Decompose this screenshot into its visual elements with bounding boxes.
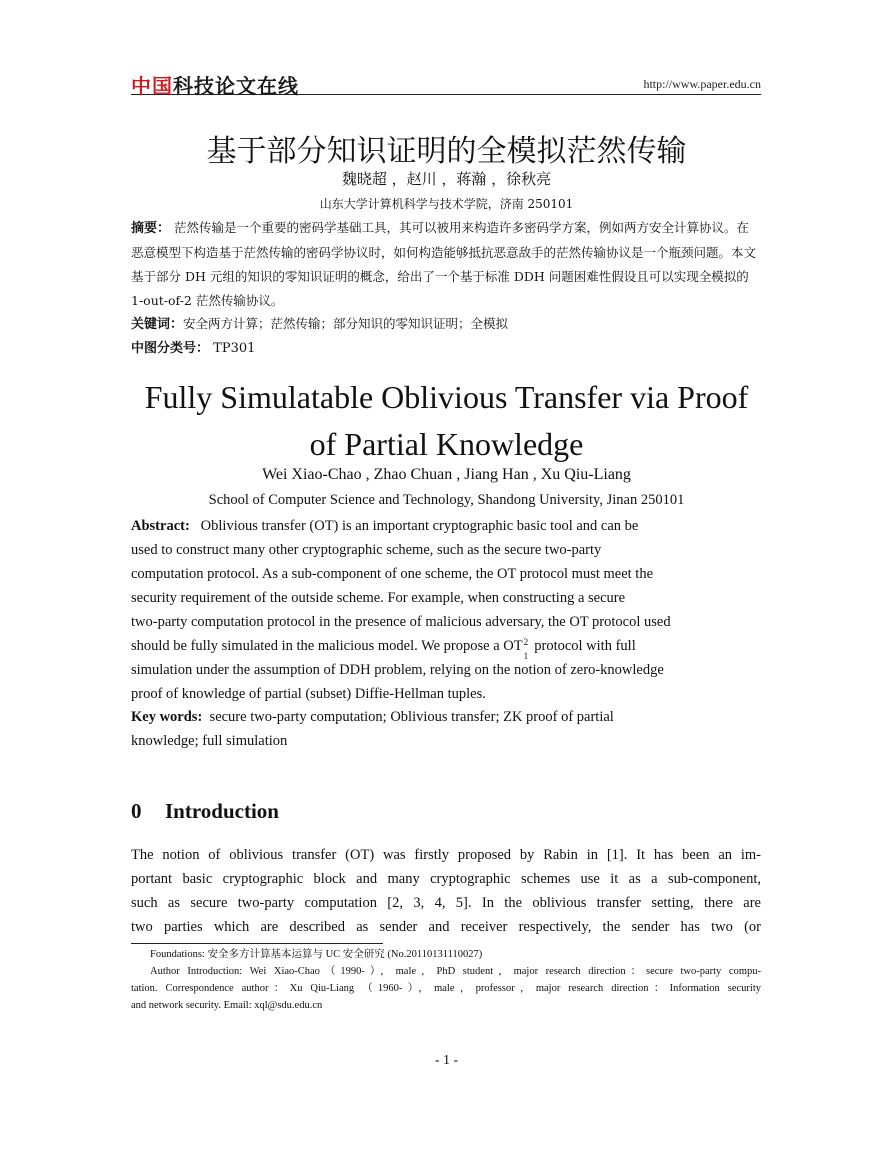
abstract-line: simulation under the assumption of DDH problem, relying on the notion of zero-knowledge (131, 662, 664, 678)
introduction-text (131, 843, 761, 939)
page-number: - 1 - (434, 1053, 459, 1068)
footnote-author-intro: Author Introduction: Wei Xiao-Chao（1990-），male，PhD student，major research direction：secure two-party compu- (150, 966, 761, 977)
abstract-line: proof of knowledge of partial (subset) Diffie-Hellman tuples. (131, 686, 486, 702)
footnotes (131, 946, 761, 1014)
footnote-author-intro-cont: tation. Correspondence author：Xu Qiu-Liang （1960-），male，professor，major research direction：Information security (131, 983, 761, 994)
chinese-classification (131, 338, 761, 360)
classification-label: 中图分类号： (131, 341, 210, 356)
section-title: Introduction (165, 799, 279, 823)
english-abstract (131, 514, 761, 706)
abstract-line: security requirement of the outside scheme. For example, when constructing a secure (131, 590, 626, 606)
logo-black-text: 科技论文在线 (173, 74, 299, 98)
page-header (131, 68, 761, 98)
intro-line: The notion of oblivious transfer (OT) was firstly proposed by Rabin in [1]. It has been an im- (131, 847, 761, 863)
chinese-title: 基于部分知识证明的全模拟茫然传输 (206, 134, 687, 169)
abstract-line: computation protocol. As a sub-component of one scheme, the OT protocol must meet the (131, 566, 654, 582)
chinese-keywords-text: 安全两方计算；茫然传输；部分知识的零知识证明；全模拟 (183, 316, 509, 331)
ot-superscript-subscript: 2 1 (523, 637, 529, 661)
footnote-divider (131, 943, 383, 944)
classification-code: TP301 (213, 341, 256, 356)
chinese-abstract-text: 茫然传输是一个重要的密码学基础工具，其可以被用来构造许多密码学方案，例如两方安全计算协议。在恶意模型下构造基于茫然传输的密码学协议时，如何构造能够抵抗恶意敌手的茫然传输协议是一个瓶颈问题。本文基于部分 DH 元组的知识的零知识证明的概念，给出了一个基于标准 DDH 问题困难性假设且可以实现全模拟的 1-out-of-2 茫然传输协议。 (131, 220, 757, 308)
abstract-line: used to construct many other cryptographic scheme, such as the secure two-party (131, 542, 602, 558)
english-affiliation: School of Computer Science and Technology, Shandong University, Jinan 250101 (208, 492, 685, 508)
intro-line: two parties which are described as sender and receiver respectively, the sender has two (or (131, 919, 761, 935)
chinese-authors: 魏晓超 ，赵川 ，蒋瀚 ，徐秋亮 (341, 170, 552, 188)
english-title (0, 374, 893, 468)
abstract-line: should be fully simulated in the malicious model. We propose a OT 2 1 protocol with full (131, 637, 636, 661)
chinese-keywords (131, 313, 761, 336)
english-keywords-label: Key words: (131, 709, 203, 725)
chinese-abstract-label: 摘要： (131, 221, 171, 236)
intro-line: such as secure two-party computation [2, 3, 4, 5]. In the oblivious transfer setting, there are (131, 895, 761, 911)
chinese-affiliation: 山东大学计算机科学与技术学院，济南 250101 (319, 197, 574, 211)
footnote-email: and network security. Email: xql@sdu.edu.cn (131, 1000, 323, 1011)
english-title-line1: Fully Simulatable Oblivious Transfer via Proof (144, 379, 749, 415)
footnote-foundations: Foundations: 安全多方计算基本运算与 UC 安全研究 (No.20110131110027) (150, 949, 483, 960)
abstract-line: Abstract: Oblivious transfer (OT) is an important cryptographic basic tool and can be (131, 518, 639, 534)
english-title-line2: of Partial Knowledge (309, 426, 584, 462)
logo-red-text: 中国 (131, 74, 173, 98)
chinese-keywords-label: 关键词： (131, 317, 184, 332)
journal-logo (131, 70, 299, 99)
english-authors: Wei Xiao-Chao , Zhao Chuan , Jiang Han , Xu Qiu-Liang (262, 466, 631, 483)
intro-line: portant basic cryptographic block and many cryptographic schemes use it as a sub-component, (131, 871, 761, 887)
english-abstract-label: Abstract: (131, 518, 190, 534)
section-heading (131, 799, 279, 824)
section-number: 0 (131, 799, 142, 823)
chinese-abstract (131, 216, 761, 313)
abstract-line: two-party computation protocol in the presence of malicious adversary, the OT protocol used (131, 614, 671, 630)
header-url[interactable]: http://www.paper.edu.cn (643, 77, 761, 91)
english-keywords: Key words: secure two-party computation; Oblivious transfer; ZK proof of partial knowledge; full simulation (131, 709, 614, 749)
